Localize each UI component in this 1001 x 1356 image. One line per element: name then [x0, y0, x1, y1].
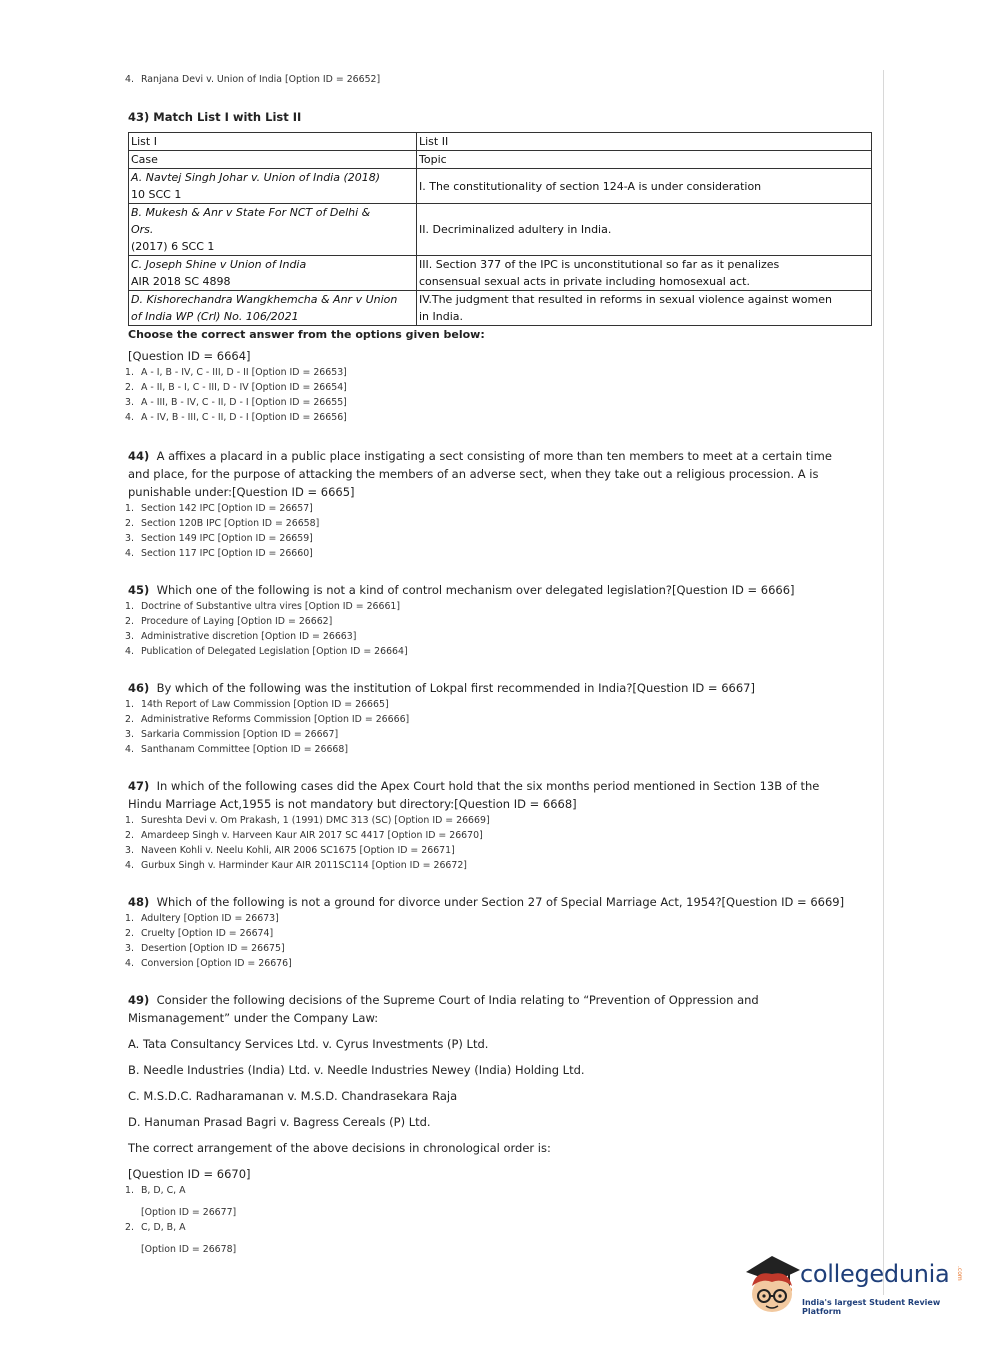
list-item: 2. Cruelty [Option ID = 26674]: [125, 928, 274, 939]
decision-a: A. Tata Consultancy Services Ltd. v. Cyrus Investments (P) Ltd.: [128, 1037, 489, 1051]
table-row: [129, 133, 872, 151]
case-cell: A. Navtej Singh Johar v. Union of India (2018) 10 SCC 1: [129, 169, 417, 204]
list-item: 1. Section 142 IPC [Option ID = 26657]: [125, 503, 313, 514]
topic-cell: III. Section 377 of the IPC is unconstitutional so far as it penalizes consensual sexual acts in private including homosexual act.: [417, 256, 872, 291]
list-item: 1. 14th Report of Law Commission [Option ID = 26665]: [125, 699, 389, 710]
options-list: [125, 697, 875, 757]
option-id: [Option ID = 26678]: [141, 1244, 237, 1255]
table-row: [129, 256, 872, 291]
option-id: [Option ID = 26677]: [141, 1207, 237, 1218]
table-row: [129, 169, 872, 204]
list-item: 3. A - III, B - IV, C - II, D - I [Option ID = 26655]: [125, 397, 347, 408]
list-item: 2. C, D, B, A: [125, 1222, 186, 1233]
list-item: 1. B, D, C, A: [125, 1185, 186, 1196]
list-item: 4. Section 117 IPC [Option ID = 26660]: [125, 548, 313, 559]
topic-cell: I. The constitutionality of section 124-A is under consideration: [417, 169, 872, 204]
logo-wordmark: collegedunia: [800, 1260, 950, 1288]
question-46: 46) By which of the following was the institution of Lokpal first recommended in India?[Question ID = 6667]: [128, 681, 755, 695]
case-cell: B. Mukesh & Anr v State For NCT of Delhi & Ors. (2017) 6 SCC 1: [129, 204, 417, 256]
list-item: 1. A - I, B - IV, C - III, D - II [Option ID = 26653]: [125, 367, 347, 378]
case-cell: C. Joseph Shine v Union of India AIR 2018 SC 4898: [129, 256, 417, 291]
decision-c: C. M.S.D.C. Radharamanan v. M.S.D. Chandrasekara Raja: [128, 1089, 458, 1103]
list-item: 4. Conversion [Option ID = 26676]: [125, 958, 292, 969]
list-item: 4. Gurbux Singh v. Harminder Kaur AIR 2011SC114 [Option ID = 26672]: [125, 860, 467, 871]
question-id: [Question ID = 6670]: [128, 1167, 251, 1181]
options-list: [125, 813, 875, 873]
options-list: [125, 365, 875, 425]
case-cell: D. Kishorechandra Wangkhemcha & Anr v Union of India WP (Crl) No. 106/2021: [129, 291, 417, 326]
page-margin-line: [883, 70, 884, 1295]
decision-d: D. Hanuman Prasad Bagri v. Bagress Cereals (P) Ltd.: [128, 1115, 431, 1129]
list-item: 2. Section 120B IPC [Option ID = 26658]: [125, 518, 320, 529]
list-item: 1. Doctrine of Substantive ultra vires [Option ID = 26661]: [125, 601, 401, 612]
header-list2: List II: [417, 133, 872, 151]
list-item: 1. Adultery [Option ID = 26673]: [125, 913, 279, 924]
logo-tagline: India's largest Student Review Platform: [802, 1298, 941, 1316]
list-item: 3. Section 149 IPC [Option ID = 26659]: [125, 533, 313, 544]
list-item: 3. Desertion [Option ID = 26675]: [125, 943, 285, 954]
options-list: [125, 1183, 875, 1257]
question-45: 45) Which one of the following is not a kind of control mechanism over delegated legislation?[Question ID = 6666]: [128, 583, 795, 597]
topic-cell: IV.The judgment that resulted in reforms in sexual violence against women in India.: [417, 291, 872, 326]
header-list1: List I: [129, 133, 417, 151]
table-row: [129, 204, 872, 256]
previous-option: 4. Ranjana Devi v. Union of India [Option ID = 26652]: [125, 74, 381, 85]
list-item: 3. Sarkaria Commission [Option ID = 26667]: [125, 729, 339, 740]
options-list: [125, 911, 875, 971]
match-table: [128, 132, 872, 326]
question-paper: [125, 72, 875, 1257]
arrangement-prompt: The correct arrangement of the above decisions in chronological order is:: [128, 1141, 551, 1155]
question-49: 49) Consider the following decisions of the Supreme Court of India relating to “Prevention of Oppression and Mismanagement” under the Company Law:: [128, 993, 759, 1025]
collegedunia-logo: [742, 1250, 972, 1320]
list-item: 3. Administrative discretion [Option ID = 26663]: [125, 631, 357, 642]
options-list: [125, 599, 875, 659]
mascot-icon: [742, 1250, 804, 1320]
choose-instruction: Choose the correct answer from the options given below:: [128, 328, 485, 341]
list-item: 4. A - IV, B - III, C - II, D - I [Option ID = 26656]: [125, 412, 347, 423]
header-topic: Topic: [417, 151, 872, 169]
list-item: 2. Administrative Reforms Commission [Option ID = 26666]: [125, 714, 410, 725]
header-case: Case: [129, 151, 417, 169]
list-item: 2. Procedure of Laying [Option ID = 26662]: [125, 616, 333, 627]
list-item: 2. Amardeep Singh v. Harveen Kaur AIR 2017 SC 4417 [Option ID = 26670]: [125, 830, 483, 841]
options-list: [125, 501, 875, 561]
list-item: 2. A - II, B - I, C - III, D - IV [Option ID = 26654]: [125, 382, 347, 393]
table-row: [129, 291, 872, 326]
list-item: 1. Sureshta Devi v. Om Prakash, 1 (1991) DMC 313 (SC) [Option ID = 26669]: [125, 815, 490, 826]
list-item: 3. Naveen Kohli v. Neelu Kohli, AIR 2006 SC1675 [Option ID = 26671]: [125, 845, 455, 856]
table-row: [129, 151, 872, 169]
logo-dotcom: .com: [956, 1266, 963, 1281]
topic-cell: II. Decriminalized adultery in India.: [417, 204, 872, 256]
question-id: [Question ID = 6664]: [128, 349, 251, 363]
question-48: 48) Which of the following is not a ground for divorce under Section 27 of Special Marriage Act, 1954?[Question ID = 6669]: [128, 895, 845, 909]
question-44: 44) A affixes a placard in a public place instigating a sect consisting of more than ten members to meet at a certain time and place, for the purpose of attacking the members of an adverse sect, when they take out a religious procession. A is punishable under:[Question ID = 6665]: [128, 449, 832, 499]
question-47: 47) In which of the following cases did the Apex Court hold that the six months period mentioned in Section 13B of the Hindu Marriage Act,1955 is not mandatory but directory:[Question ID = 6668]: [128, 779, 820, 811]
list-item: 4. Publication of Delegated Legislation [Option ID = 26664]: [125, 646, 408, 657]
list-item: 4. Santhanam Committee [Option ID = 26668]: [125, 744, 349, 755]
question-43-title: 43) Match List I with List II: [128, 110, 302, 124]
decision-b: B. Needle Industries (India) Ltd. v. Needle Industries Newey (India) Holding Ltd.: [128, 1063, 585, 1077]
